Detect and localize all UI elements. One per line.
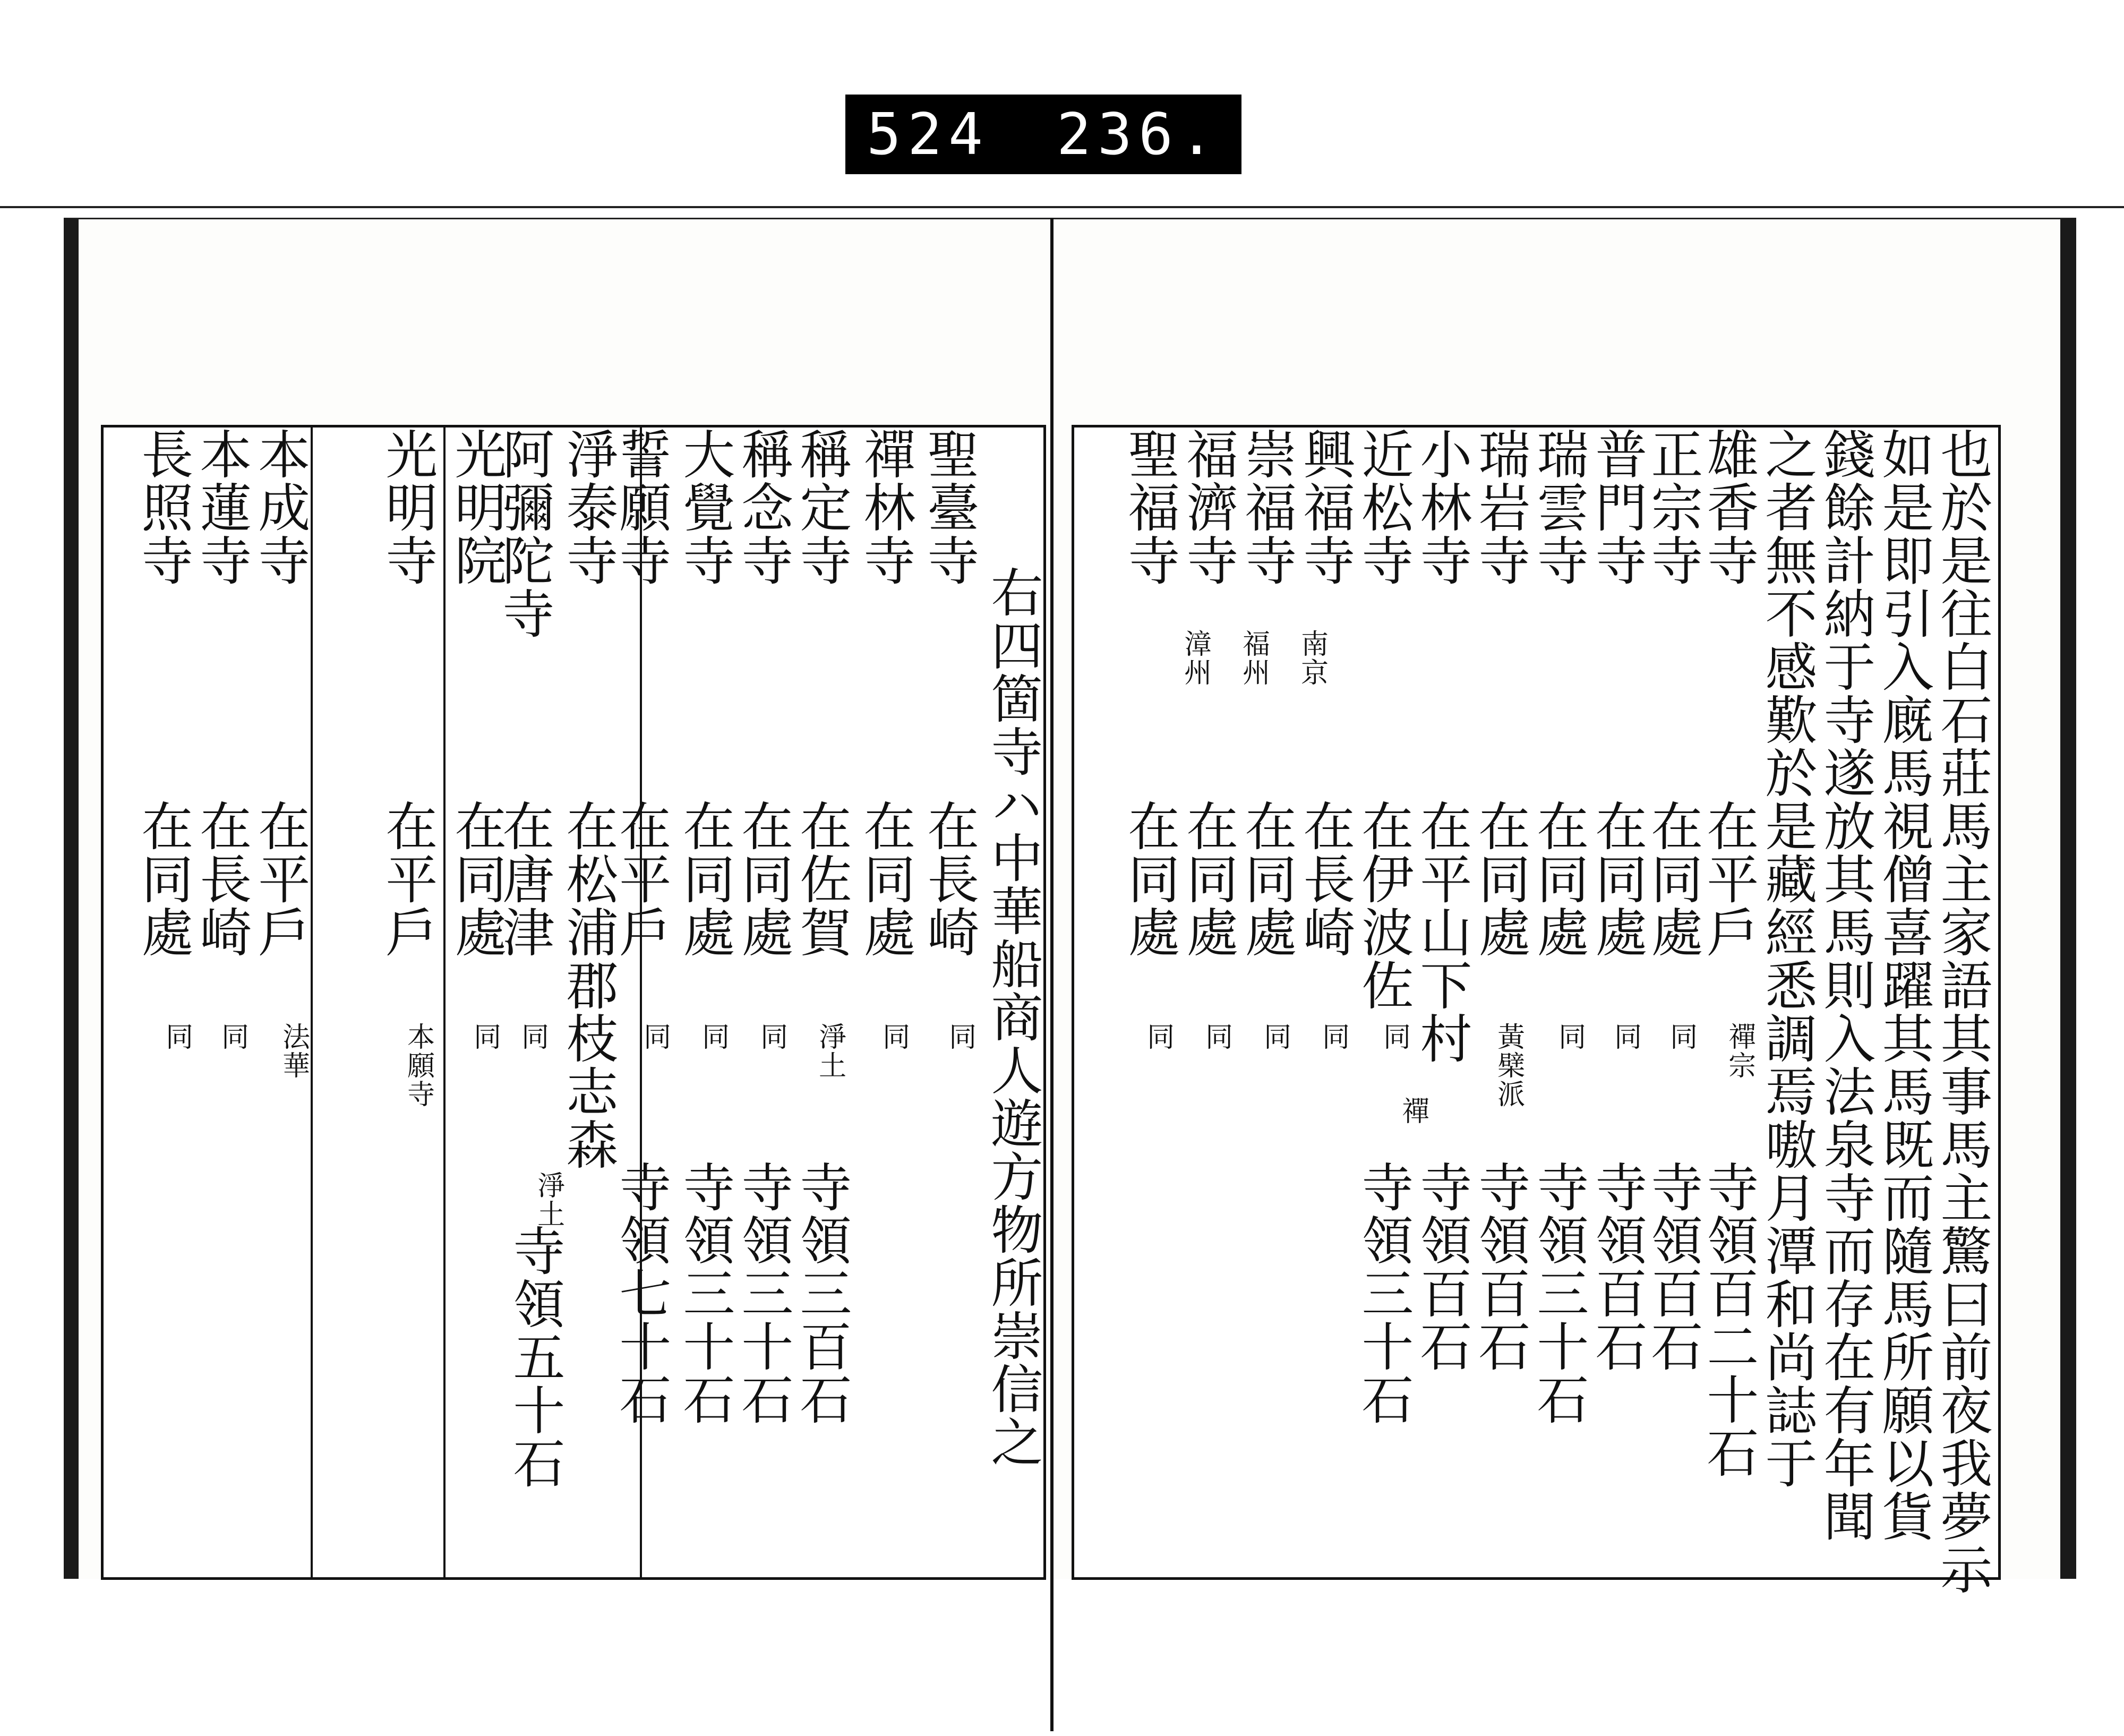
entry-sect: 同 (877, 1022, 910, 1051)
narrative-line: 錢餘計納于寺遂放其馬則入法泉寺而存在有年聞 (1814, 427, 1875, 1543)
entry-temple: 聖福寺 (1119, 427, 1180, 587)
entry-sect: 同 (1378, 1022, 1410, 1051)
entry-location: 在長崎 (1294, 799, 1355, 959)
entry-location: 在平戶 (610, 799, 671, 959)
entry-temple: 本蓮寺 (191, 427, 252, 587)
entry-location: 在平戶 (249, 799, 310, 959)
entry-sect: 淨土 (532, 1171, 564, 1228)
entry-location: 在松浦郡枝志森 (557, 799, 618, 1171)
left-text-frame (101, 425, 1046, 1580)
entry-temple: 誓願寺 (610, 427, 671, 587)
entry-location: 在同處 (1469, 799, 1530, 959)
archive-number-left: 524 (867, 101, 990, 168)
entry-location: 在同處 (854, 799, 915, 959)
entry-stipend: 寺領三十石 (1528, 1160, 1589, 1426)
entry-sect: 同 (516, 1022, 549, 1051)
entry-location: 在佐賀 (791, 799, 852, 959)
entry-location: 在同處 (674, 799, 735, 959)
entry-location: 在平山下村 (1411, 799, 1472, 1065)
entry-sect: 同 (216, 1022, 249, 1051)
entry-sect: 同 (1317, 1022, 1349, 1051)
entry-location: 在伊波佐 (1352, 799, 1414, 1012)
entry-temple: 大覺寺 (674, 427, 735, 587)
entry-stipend: 寺領百石 (1411, 1160, 1472, 1373)
entry-location: 在同處 (1236, 799, 1297, 959)
entry-temple: 小林寺 (1411, 427, 1472, 587)
entry-temple: 禪林寺 (854, 427, 915, 587)
entry-stipend: 寺領三十石 (1352, 1160, 1414, 1426)
entry-stipend: 寺領三百石 (791, 1160, 852, 1426)
entry-temple: 淨泰寺 (557, 427, 618, 587)
entry-location: 在同處 (446, 799, 507, 959)
right-text-frame (1072, 425, 2001, 1596)
entry-temple: 崇福寺 (1236, 427, 1297, 587)
entry-location: 在同處 (132, 799, 193, 959)
entry-stipend: 寺領三十石 (732, 1160, 793, 1426)
entry-temple: 雄香寺 (1698, 427, 1759, 587)
entry-sect: 本願寺 (402, 1022, 434, 1108)
entry-sect: 同 (697, 1022, 729, 1051)
entry-location: 在同處 (1177, 799, 1238, 959)
entry-sect: 同 (1665, 1022, 1697, 1051)
entry-temple: 阿彌陀寺 (493, 427, 554, 640)
entry-stipend: 寺領五十石 (504, 1224, 565, 1490)
entry-sect: 淨土 (813, 1022, 846, 1080)
entry-stipend: 寺領百石 (1642, 1160, 1703, 1373)
book-fold (1050, 218, 1054, 1731)
entry-temple: 近松寺 (1352, 427, 1414, 587)
archive-number-right: 236. (1056, 101, 1220, 168)
entry-temple: 興福寺 (1294, 427, 1355, 587)
entry-temple: 正宗寺 (1642, 427, 1703, 587)
entry-location: 在長崎 (918, 799, 979, 959)
entry-stipend: 寺領百二十石 (1698, 1160, 1759, 1479)
scan-top-rule (0, 206, 2124, 208)
entry-temple: 福濟寺 (1177, 427, 1238, 587)
entry-location: 在同處 (1586, 799, 1647, 959)
entry-sect: 黃檗派 (1492, 1022, 1525, 1108)
entry-sect: 同 (944, 1022, 976, 1051)
entry-note: 福州 (1237, 629, 1270, 687)
entry-temple: 光明院 (446, 427, 507, 587)
entry-sect: 同 (1258, 1022, 1291, 1051)
entry-sect: 禪宗 (1723, 1022, 1755, 1080)
archive-label (845, 95, 1241, 174)
entry-location: 在長崎 (191, 799, 252, 959)
entry-location: 在平戶 (376, 799, 438, 959)
entry-sect: 同 (160, 1022, 193, 1051)
entry-temple: 稱定寺 (791, 427, 852, 587)
entry-sect: 同 (1609, 1022, 1641, 1051)
entry-temple: 聖臺寺 (918, 427, 979, 587)
entry-location: 在唐津 (493, 799, 554, 959)
section-divider (443, 427, 446, 1577)
entry-stipend: 寺領百石 (1469, 1160, 1530, 1373)
entry-sect: 同 (468, 1022, 501, 1051)
narrative-line: 如是即引入廐馬視僧喜躍其馬既而隨馬所願以貨 (1873, 427, 1934, 1543)
entry-stipend: 寺領七十石 (610, 1160, 671, 1426)
entry-temple: 瑞雲寺 (1528, 427, 1589, 587)
entry-stipend: 寺領三十石 (674, 1160, 735, 1426)
section-intro: 右四箇寺ハ中華船商人遊方物所崇信之 (982, 566, 1043, 1468)
entry-location: 在同處 (1642, 799, 1703, 959)
entry-temple: 瑞岩寺 (1469, 427, 1530, 587)
entry-sect: 禪 (1397, 1097, 1429, 1125)
entry-location: 在平戶 (1698, 799, 1759, 959)
entry-temple: 稱念寺 (732, 427, 793, 587)
entry-temple: 光明寺 (376, 427, 438, 587)
entry-sect: 同 (1553, 1022, 1586, 1051)
entry-sect: 同 (755, 1022, 787, 1051)
section-divider (311, 427, 313, 1577)
entry-note: 南京 (1296, 629, 1328, 687)
entry-sect: 法華 (277, 1022, 310, 1080)
narrative-line: 也於是往白石莊馬主家語其事馬主驚曰前夜我夢示 (1931, 427, 1992, 1596)
entry-temple: 普門寺 (1586, 427, 1647, 587)
entry-temple: 長照寺 (132, 427, 193, 587)
entry-temple: 本成寺 (249, 427, 310, 587)
entry-location: 在同處 (732, 799, 793, 959)
entry-sect: 同 (1142, 1022, 1174, 1051)
narrative-line: 之者無不感歎於是藏經悉調焉嗷月潭和尚誌于 (1756, 427, 1817, 1490)
entry-location: 在同處 (1119, 799, 1180, 959)
entry-sect: 同 (638, 1022, 671, 1051)
entry-location: 在同處 (1528, 799, 1589, 959)
entry-note: 漳州 (1179, 629, 1211, 687)
entry-sect: 同 (1200, 1022, 1232, 1051)
entry-stipend: 寺領百石 (1586, 1160, 1647, 1373)
